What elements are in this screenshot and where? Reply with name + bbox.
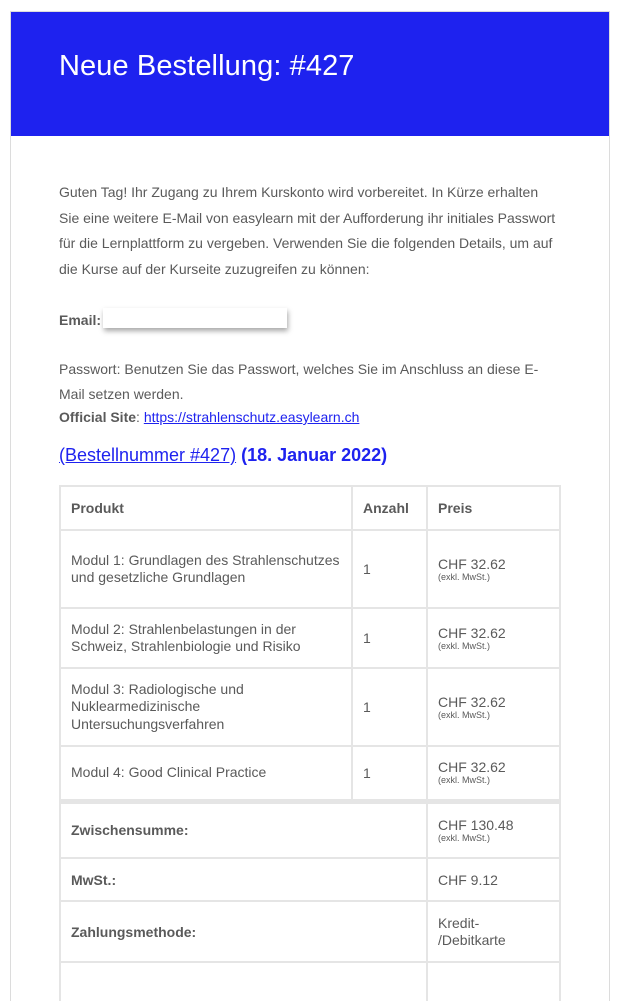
price-cell: [427, 530, 560, 608]
payment-row: [60, 901, 560, 962]
price-note: (exkl. MwSt.): [438, 775, 491, 786]
price-note: (exkl. MwSt.): [438, 709, 491, 720]
price-value: CHF 32.62: [438, 555, 506, 572]
payment-label: Zahlungsmethode:: [60, 901, 427, 962]
cutoff-cell: [60, 962, 427, 1001]
redacted-email-value: [103, 308, 287, 328]
email-title: Neue Bestellung: #427: [59, 50, 355, 82]
header-price: Preis: [427, 486, 560, 530]
product-cell: Modul 1: Grundlagen des Strahlenschutzes und gesetzliche Grundlagen: [60, 530, 352, 608]
subtotal-cell: [427, 801, 560, 858]
table-header-row: [60, 486, 560, 530]
email-body: [11, 180, 609, 1001]
table-row: [60, 746, 560, 801]
price-note: (exkl. MwSt.): [438, 571, 491, 582]
qty-cell: 1: [352, 668, 427, 746]
price-cell: [427, 608, 560, 668]
subtotal-value: CHF 130.48: [438, 816, 514, 833]
header-product: Produkt: [60, 486, 352, 530]
subtotal-row: [60, 801, 560, 858]
table-row-cutoff: [60, 962, 560, 1001]
order-heading: [59, 445, 561, 466]
qty-cell: 1: [352, 608, 427, 668]
vat-value: CHF 9.12: [427, 858, 560, 901]
table-row: [60, 608, 560, 668]
cutoff-cell: [427, 962, 560, 1001]
product-cell: Modul 4: Good Clinical Practice: [60, 746, 352, 801]
order-table: [59, 485, 561, 1001]
table-row: [60, 668, 560, 746]
intro-text: Guten Tag! Ihr Zugang zu Ihrem Kurskonto wird vorbereitet. In Kürze erhalten Sie eine weitere E-Mail von easylearn mit der Aufforderung ihr initiales Passwort für die Lernplattform zu vergeben. Verwenden Sie die folgenden Details, um auf die Kurse auf der Kurseite zuzugreifen zu können:: [59, 184, 556, 277]
vat-label: MwSt.:: [60, 858, 427, 901]
header-qty: Anzahl: [352, 486, 427, 530]
price-note: (exkl. MwSt.): [438, 640, 491, 651]
price-cell: [427, 746, 560, 801]
payment-value: Kredit- /Debitkarte: [427, 901, 560, 962]
email-header: [11, 12, 609, 136]
official-site-label: Official Site: [59, 409, 137, 425]
vat-row: [60, 858, 560, 901]
official-site-link[interactable]: https://strahlenschutz.easylearn.ch: [143, 409, 360, 425]
official-site-separator: :: [136, 409, 144, 425]
price-value: CHF 32.62: [438, 759, 506, 776]
subtotal-note: (exkl. MwSt.): [438, 832, 491, 843]
password-text: Passwort: Benutzen Sie das Passwort, welches Sie im Anschluss an diese E-Mail setzen werden.: [59, 361, 539, 402]
email-container: [10, 11, 610, 1001]
product-cell: Modul 3: Radiologische und Nuklearmedizinische Untersuchungsverfahren: [60, 668, 352, 746]
product-cell: Modul 2: Strahlenbelastungen in der Schweiz, Strahlenbiologie und Risiko: [60, 608, 352, 668]
subtotal-label: Zwischensumme:: [60, 801, 427, 858]
price-value: CHF 32.62: [438, 624, 506, 641]
order-number-link[interactable]: (Bestellnummer #427): [59, 445, 237, 465]
price-value: CHF 32.62: [438, 693, 506, 710]
email-label: Email:: [59, 312, 102, 328]
qty-cell: 1: [352, 746, 427, 801]
order-date: (18. Januar 2022): [241, 445, 388, 465]
table-row: [60, 530, 560, 608]
qty-cell: 1: [352, 530, 427, 608]
price-cell: [427, 668, 560, 746]
official-site-row: [59, 407, 561, 427]
email-row: [59, 307, 561, 333]
